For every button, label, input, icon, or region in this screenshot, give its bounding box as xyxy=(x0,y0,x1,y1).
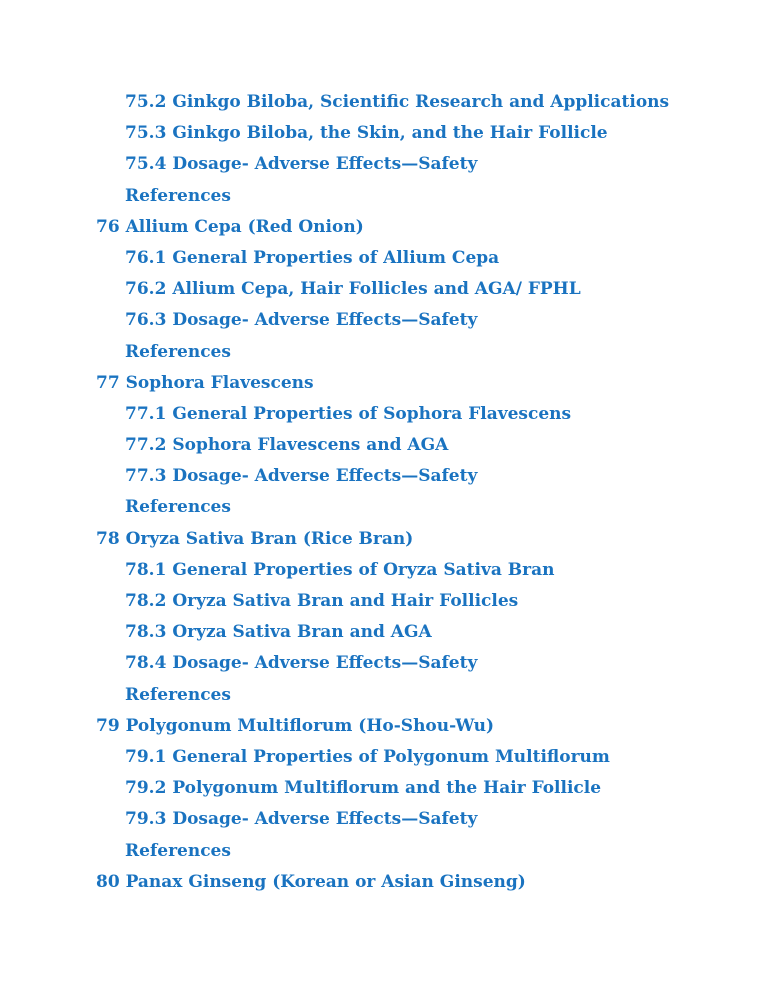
toc-section-link[interactable]: 78.2 Oryza Sativa Bran and Hair Follicles xyxy=(125,591,519,611)
toc-section-link[interactable]: 75.4 Dosage- Adverse Effects—Safety xyxy=(125,154,478,175)
toc-section-link[interactable]: 75.2 Ginkgo Biloba, Scientific Research and Applications xyxy=(125,92,670,112)
toc-section-link[interactable]: 78.4 Dosage- Adverse Effects—Safety xyxy=(125,653,478,674)
toc-chapter-link[interactable]: 76 Allium Cepa (Red Onion) xyxy=(96,216,364,237)
toc-chapter-link[interactable]: 79 Polygonum Multiflorum (Ho-Shou-Wu) xyxy=(96,715,495,736)
toc-section-link[interactable]: 79.1 General Properties of Polygonum Multiflorum xyxy=(125,746,610,767)
toc-section-link[interactable]: 76.3 Dosage- Adverse Effects—Safety xyxy=(125,310,478,331)
toc-references-link[interactable]: References xyxy=(125,341,231,362)
toc-section-link[interactable]: 79.2 Polygonum Multiflorum and the Hair Follicle xyxy=(125,778,602,799)
toc-references-link[interactable]: References xyxy=(125,497,231,518)
toc-section-link[interactable]: 77.1 General Properties of Sophora Flavescens xyxy=(125,403,572,424)
toc-section-link[interactable]: 77.3 Dosage- Adverse Effects—Safety xyxy=(125,466,478,487)
toc-section-link[interactable]: 78.3 Oryza Sativa Bran and AGA xyxy=(125,622,432,643)
toc-references-link[interactable]: References xyxy=(125,684,231,705)
toc-section-link[interactable]: 76.2 Allium Cepa, Hair Follicles and AGA/ FPHL xyxy=(125,279,581,300)
toc-section-link[interactable]: 79.3 Dosage- Adverse Effects—Safety xyxy=(125,809,478,830)
toc-references-link[interactable]: References xyxy=(125,185,231,206)
toc-section-link[interactable]: 76.1 General Properties of Allium Cepa xyxy=(125,247,500,268)
toc-chapter-link[interactable]: 80 Panax Ginseng (Korean or Asian Ginseng) xyxy=(96,871,526,892)
toc-chapter-link[interactable]: 77 Sophora Flavescens xyxy=(96,372,314,393)
toc-section-link[interactable]: 78.1 General Properties of Oryza Sativa Bran xyxy=(125,559,555,580)
toc-references-link[interactable]: References xyxy=(125,840,231,861)
toc-chapter-link[interactable]: 78 Oryza Sativa Bran (Rice Bran) xyxy=(96,528,414,549)
toc-section-link[interactable]: 77.2 Sophora Flavescens and AGA xyxy=(125,435,449,456)
table-of-contents xyxy=(0,87,772,898)
toc-section-link[interactable]: 75.3 Ginkgo Biloba, the Skin, and the Hair Follicle xyxy=(125,123,608,144)
